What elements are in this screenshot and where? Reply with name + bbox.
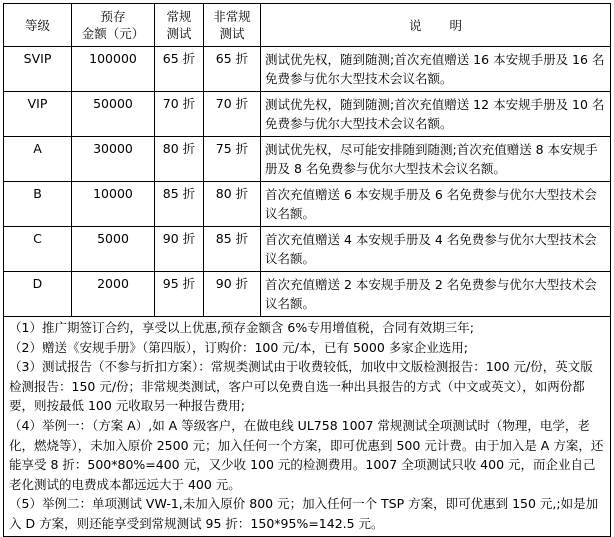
note-item: （4）举例一：（方案 A）,如 A 等级客户，在做电线 UL758 1007 常规测试全项测试时（物理，电学，老化，燃烧等），未加入原价 2500 元；加入任何一个方案，即可优惠到 500 元计费。由于加入是 A 方案，还能享受 8 折：500*80%=400 元，又少收 100 元的检测费用。1007 全项测试只收 400 元，而企业自己老化测试的电费成本都远远大于 400 元。 — [9, 417, 604, 492]
tier-description: 测试优先权，随到随测;首次充值赠送 16 本安规手册及 16 名免费参与优尔大型技术会议名额。 — [261, 47, 611, 92]
tier-regular-discount: 65 折 — [155, 47, 204, 92]
notes-row — [4, 317, 611, 537]
tier-level: SVIP — [4, 47, 72, 92]
tier-nonregular-discount: 65 折 — [204, 47, 261, 92]
membership-discount-table — [3, 3, 611, 537]
note-item: （1）推广期签订合约，享受以上优惠,预存金额含 6%专用增值税，合同有效期三年; — [9, 320, 474, 335]
tier-amount: 100000 — [72, 47, 155, 92]
tier-amount: 30000 — [72, 137, 155, 182]
tier-amount: 5000 — [72, 227, 155, 272]
header-nonregular-line2: 测试 — [219, 26, 245, 41]
header-description — [261, 4, 611, 47]
tier-amount: 50000 — [72, 92, 155, 137]
tier-regular-discount: 95 折 — [155, 272, 204, 317]
header-deposit — [72, 4, 155, 47]
tier-level: B — [4, 182, 72, 227]
table-row — [4, 272, 611, 317]
tier-nonregular-discount: 80 折 — [204, 182, 261, 227]
table-row — [4, 182, 611, 227]
header-deposit-line1: 预存 — [100, 9, 126, 24]
header-deposit-line2: 金额（元） — [81, 26, 145, 41]
header-description-label: 说明 — [408, 17, 490, 33]
header-regular — [155, 4, 204, 47]
tier-nonregular-discount: 85 折 — [204, 227, 261, 272]
header-regular-line1: 常规 — [166, 9, 192, 24]
tier-regular-discount: 90 折 — [155, 227, 204, 272]
tier-nonregular-discount: 90 折 — [204, 272, 261, 317]
table-row — [4, 227, 611, 272]
tier-description: 测试优先权，随到随测;首次充值赠送 12 本安规手册及 10 名免费参与优尔大型技术会议名额。 — [261, 92, 611, 137]
tier-nonregular-discount: 70 折 — [204, 92, 261, 137]
table-row — [4, 47, 611, 92]
header-level-label: 等级 — [24, 17, 50, 33]
header-nonregular-line1: 非常规 — [213, 9, 251, 24]
tier-regular-discount: 70 折 — [155, 92, 204, 137]
tier-description: 首次充值赠送 4 本安规手册及 4 名免费参与优尔大型技术会议名额。 — [261, 227, 611, 272]
tier-description: 首次充值赠送 6 本安规手册及 6 名免费参与优尔大型技术会议名额。 — [261, 182, 611, 227]
tier-nonregular-discount: 75 折 — [204, 137, 261, 182]
tier-description: 首次充值赠送 2 本安规手册及 2 名免费参与优尔大型技术会议名额。 — [261, 272, 611, 317]
header-regular-line2: 测试 — [166, 26, 192, 41]
tier-amount: 10000 — [72, 182, 155, 227]
notes-cell — [4, 317, 611, 537]
note-item: （3）测试报告（不参与折扣方案）：常规类测试由于收费较低，加收中文版检测报告：100 元/份，英文版检测报告：150 元/份；非常规类测试，客户可以免费自选一种出具报告的方式（中文或英文），如两份都要，则按最低 100 元收取另一种报告费用; — [9, 359, 593, 414]
tier-level: A — [4, 137, 72, 182]
tier-amount: 2000 — [72, 272, 155, 317]
note-item: （5）举例二：单项测试 VW-1,未加入原价 800 元；加入任何一个 TSP 方案，即可优惠到 150 元,;如是加入 D 方案，则还能享受到常规测试 95 折：150*95%=142.5 元。 — [9, 496, 599, 531]
note-item: （2）赠送《安规手册》（第四版），订购价：100 元/本，已有 5000 多家企业选用; — [9, 339, 468, 355]
table-row — [4, 137, 611, 182]
header-row — [4, 4, 611, 47]
tier-level: VIP — [4, 92, 72, 137]
header-nonregular — [204, 4, 261, 47]
tier-regular-discount: 80 折 — [155, 137, 204, 182]
header-level — [4, 4, 72, 47]
tier-description: 测试优先权，尽可能安排随到随测;首次充值赠送 8 本安规手册及 8 名免费参与优尔大型技术会议名额。 — [261, 137, 611, 182]
tier-regular-discount: 85 折 — [155, 182, 204, 227]
tier-level: D — [4, 272, 72, 317]
tier-level: C — [4, 227, 72, 272]
table-row — [4, 92, 611, 137]
